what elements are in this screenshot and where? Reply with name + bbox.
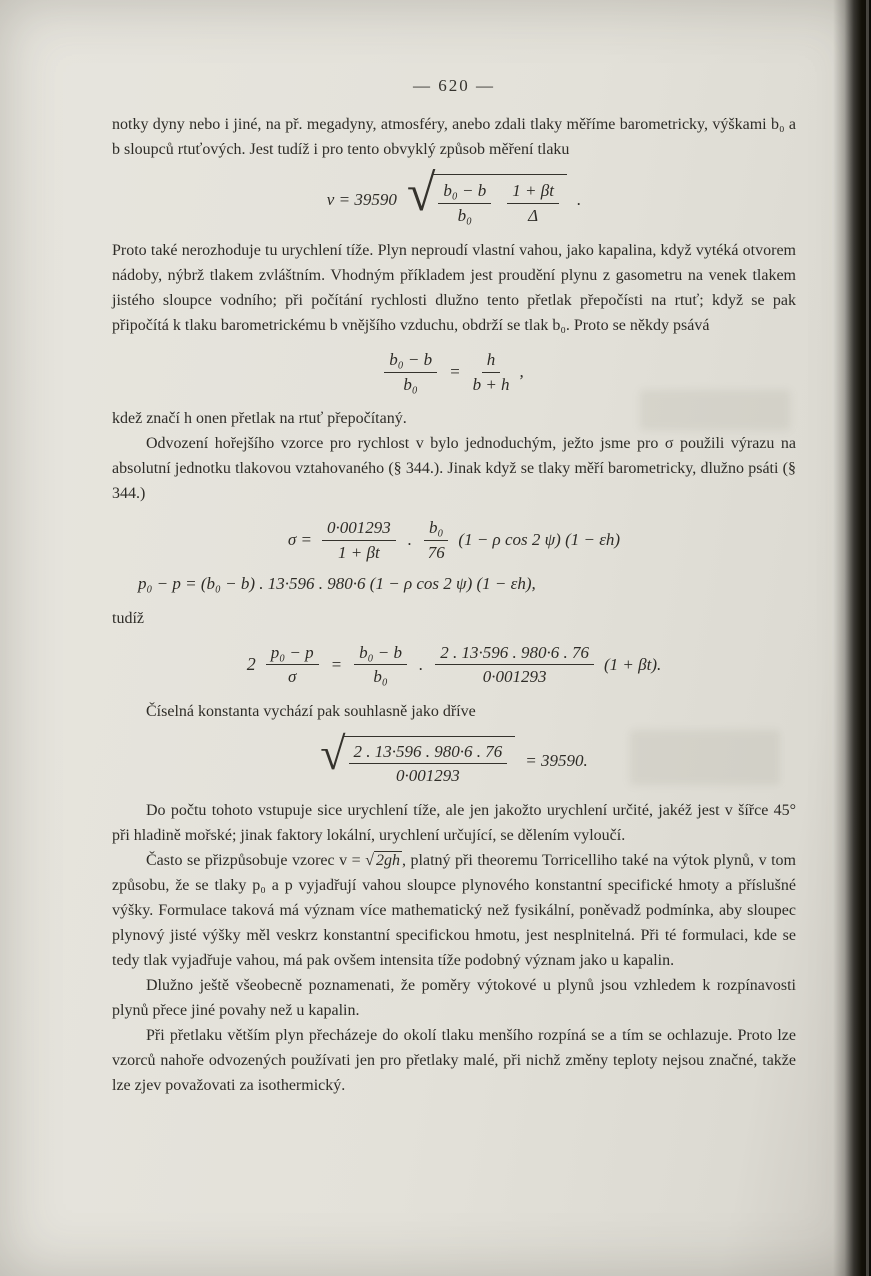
square-root: [406, 165, 567, 226]
coefficient: 2: [246, 654, 256, 675]
fraction-denominator: 0·001293: [396, 766, 460, 786]
inline-radicand: 2gh: [376, 851, 401, 869]
fraction: [435, 643, 594, 687]
formula-velocity: [112, 165, 796, 226]
radical-sign-icon: √: [406, 165, 436, 222]
fraction-numerator: b₀ − b: [354, 643, 407, 666]
fraction: [322, 518, 396, 562]
fraction-denominator: σ: [288, 667, 297, 687]
fraction-numerator: 2 . 13·596 . 980·6 . 76: [435, 643, 594, 666]
fraction-denominator: 1 + βt: [338, 542, 380, 562]
fraction: [424, 518, 448, 562]
paragraph-do-poctu: Do počtu tohoto vstupuje sice urychlení tíže, ale jen jakožto urychlení určité, jakéž jest v šířce 45° při hladině mořské; jinak faktory lokální, urychlení určující, se dělením vyloučí.: [112, 801, 796, 844]
fraction-numerator: 2 . 13·596 . 980·6 . 76: [349, 742, 508, 765]
fraction-numerator: p₀ − p: [266, 643, 319, 666]
fraction: [384, 350, 437, 394]
book-edge-highlight: [866, 0, 869, 1276]
radical-sign-icon: √: [320, 727, 346, 779]
inline-square-root: [365, 851, 402, 869]
fraction: [354, 643, 407, 687]
fraction-numerator: 1 + βt: [507, 181, 559, 204]
multiplication-dot: .: [407, 530, 412, 550]
text-block: [112, 112, 796, 1098]
fraction-numerator: b₀ − b: [438, 181, 491, 204]
equals-sign: =: [449, 362, 461, 382]
paragraph-kdez: kdež značí h onen přetlak na rtuť přepočítaný.: [112, 410, 407, 428]
formula-pressure-difference: [112, 574, 796, 594]
fraction-denominator: b₀: [403, 374, 418, 394]
paragraph-pretlak: Při přetlaku větším plyn přecházeje do okolí tlaku menšího rozpíná se a tím se ochlazuje. Proto lze vzorců nahoře odvozených používati jen pro přetlaky malé, při nichž změny teploty nejsou značné, takže lze zjev považovati za isothermický.: [112, 1026, 796, 1094]
paragraph-torricelli: [112, 848, 796, 973]
fraction-denominator: Δ: [528, 205, 539, 225]
fraction-numerator: h: [482, 350, 501, 373]
paragraph-text-before-math: Často se přizpůsobuje vzorec v =: [146, 851, 366, 869]
formula-rhs: (1 − ρ cos 2 ψ) (1 − εh): [458, 530, 621, 550]
formula-pressure-ratio: [112, 350, 796, 394]
paragraph-dluzno: Dlužno ještě všeobecně poznamenati, že poměry výtokové u plynů jsou vzhledem k rozpínavosti plynů přece jiné povahy než u kapalin.: [112, 976, 796, 1019]
fraction-denominator: 0·001293: [482, 667, 547, 687]
paragraph-tudiz: tudíž: [112, 609, 144, 627]
fraction-denominator: b + h: [472, 374, 510, 394]
formula-end: .: [576, 190, 582, 210]
formula-lhs: v = 39590: [326, 190, 397, 210]
paragraph-gas-flow: Proto také nerozhoduje tu urychlení tíže. Plyn neproudí vlastní vahou, jako kapalina, když vytéká otvorem nádoby, nýbrž tlakem zvláštním. Vhodným příkladem jest proudění plynu z gasometru na venek tlakem jistého sloupce vodního; při počítání rychlosti dlužno tento přetlak přepočísti na rtuť; když se pak připočítá k tlaku barometrickému b vnějšího vzduchu, obdrží se tlak b₀. Proto se někdy psává: [112, 242, 796, 334]
formula-end: ,: [519, 362, 524, 382]
fraction-numerator: 0·001293: [322, 518, 396, 541]
fraction-denominator: 76: [427, 542, 445, 562]
formula-text: p₀ − p = (b₀ − b) . 13·596 . 980·6 (1 − ρ cos 2 ψ) (1 − εh),: [138, 574, 536, 594]
page-number: — 620 —: [413, 76, 495, 95]
multiplication-dot: .: [419, 655, 424, 674]
fraction: [507, 181, 559, 225]
fraction-numerator: b₀ − b: [384, 350, 437, 373]
fraction: [266, 643, 319, 687]
equals-sign: =: [330, 655, 343, 674]
fraction: [438, 181, 491, 225]
paragraph-ciselna: Číselná konstanta vychází pak souhlasně jako dříve: [146, 702, 476, 720]
paragraph-text-after-math: , platný při theoremu Torricelliho také na výtok plynů, v tom způsobu, že se tlaky p₀ a p vyjadřují vahou sloupce plynového konstantní specifické hmoty a příslušné výšky. Formulace taková má význam více mathematický než fysikální, poněvadž podmínka, aby sloupec plynový jisté výšky měl veskrz konstantní specifickou hmotu, jest nesplnitelná. Při té formulaci, kde se tedy tlak vyjadřuje vahou, má pak ovšem intensita tíže podobný význam jako u kapalin.: [112, 851, 796, 969]
paragraph-intro: notky dyny nebo i jiné, na př. megadyny, atmosféry, anebo zdali tlaky měříme barometricky, výškami b₀ a b sloupců rtuťových. Jest tudíž i pro tento obvyklý způsob měření tlaku: [112, 116, 796, 158]
formula-combined: [112, 643, 796, 687]
fraction-denominator: b₀: [457, 205, 473, 225]
formula-sigma: [112, 518, 796, 562]
formula-rhs: (1 + βt).: [604, 655, 662, 674]
formula-lhs: σ =: [287, 530, 312, 550]
paragraph-odvozeni: Odvození hořejšího vzorce pro rychlost v bylo jednoduchým, ježto jsme pro σ použili výrazu na absolutní jednotku tlakovou vztahovaného (§ 344.). Jinak když se tlaky měří barometricky, dlužno psáti (§ 344.): [112, 435, 796, 503]
fraction-denominator: b₀: [373, 667, 388, 687]
fraction-numerator: b₀: [424, 518, 448, 541]
formula-constant: [112, 727, 796, 786]
fraction: [473, 350, 510, 394]
formula-rhs: = 39590.: [525, 751, 588, 771]
square-root: [320, 727, 515, 786]
fraction: [349, 742, 508, 786]
radicand: [432, 174, 567, 226]
radical-sign-icon: √: [365, 851, 375, 869]
radicand: [343, 736, 516, 786]
book-edge-shadow: [833, 0, 871, 1276]
